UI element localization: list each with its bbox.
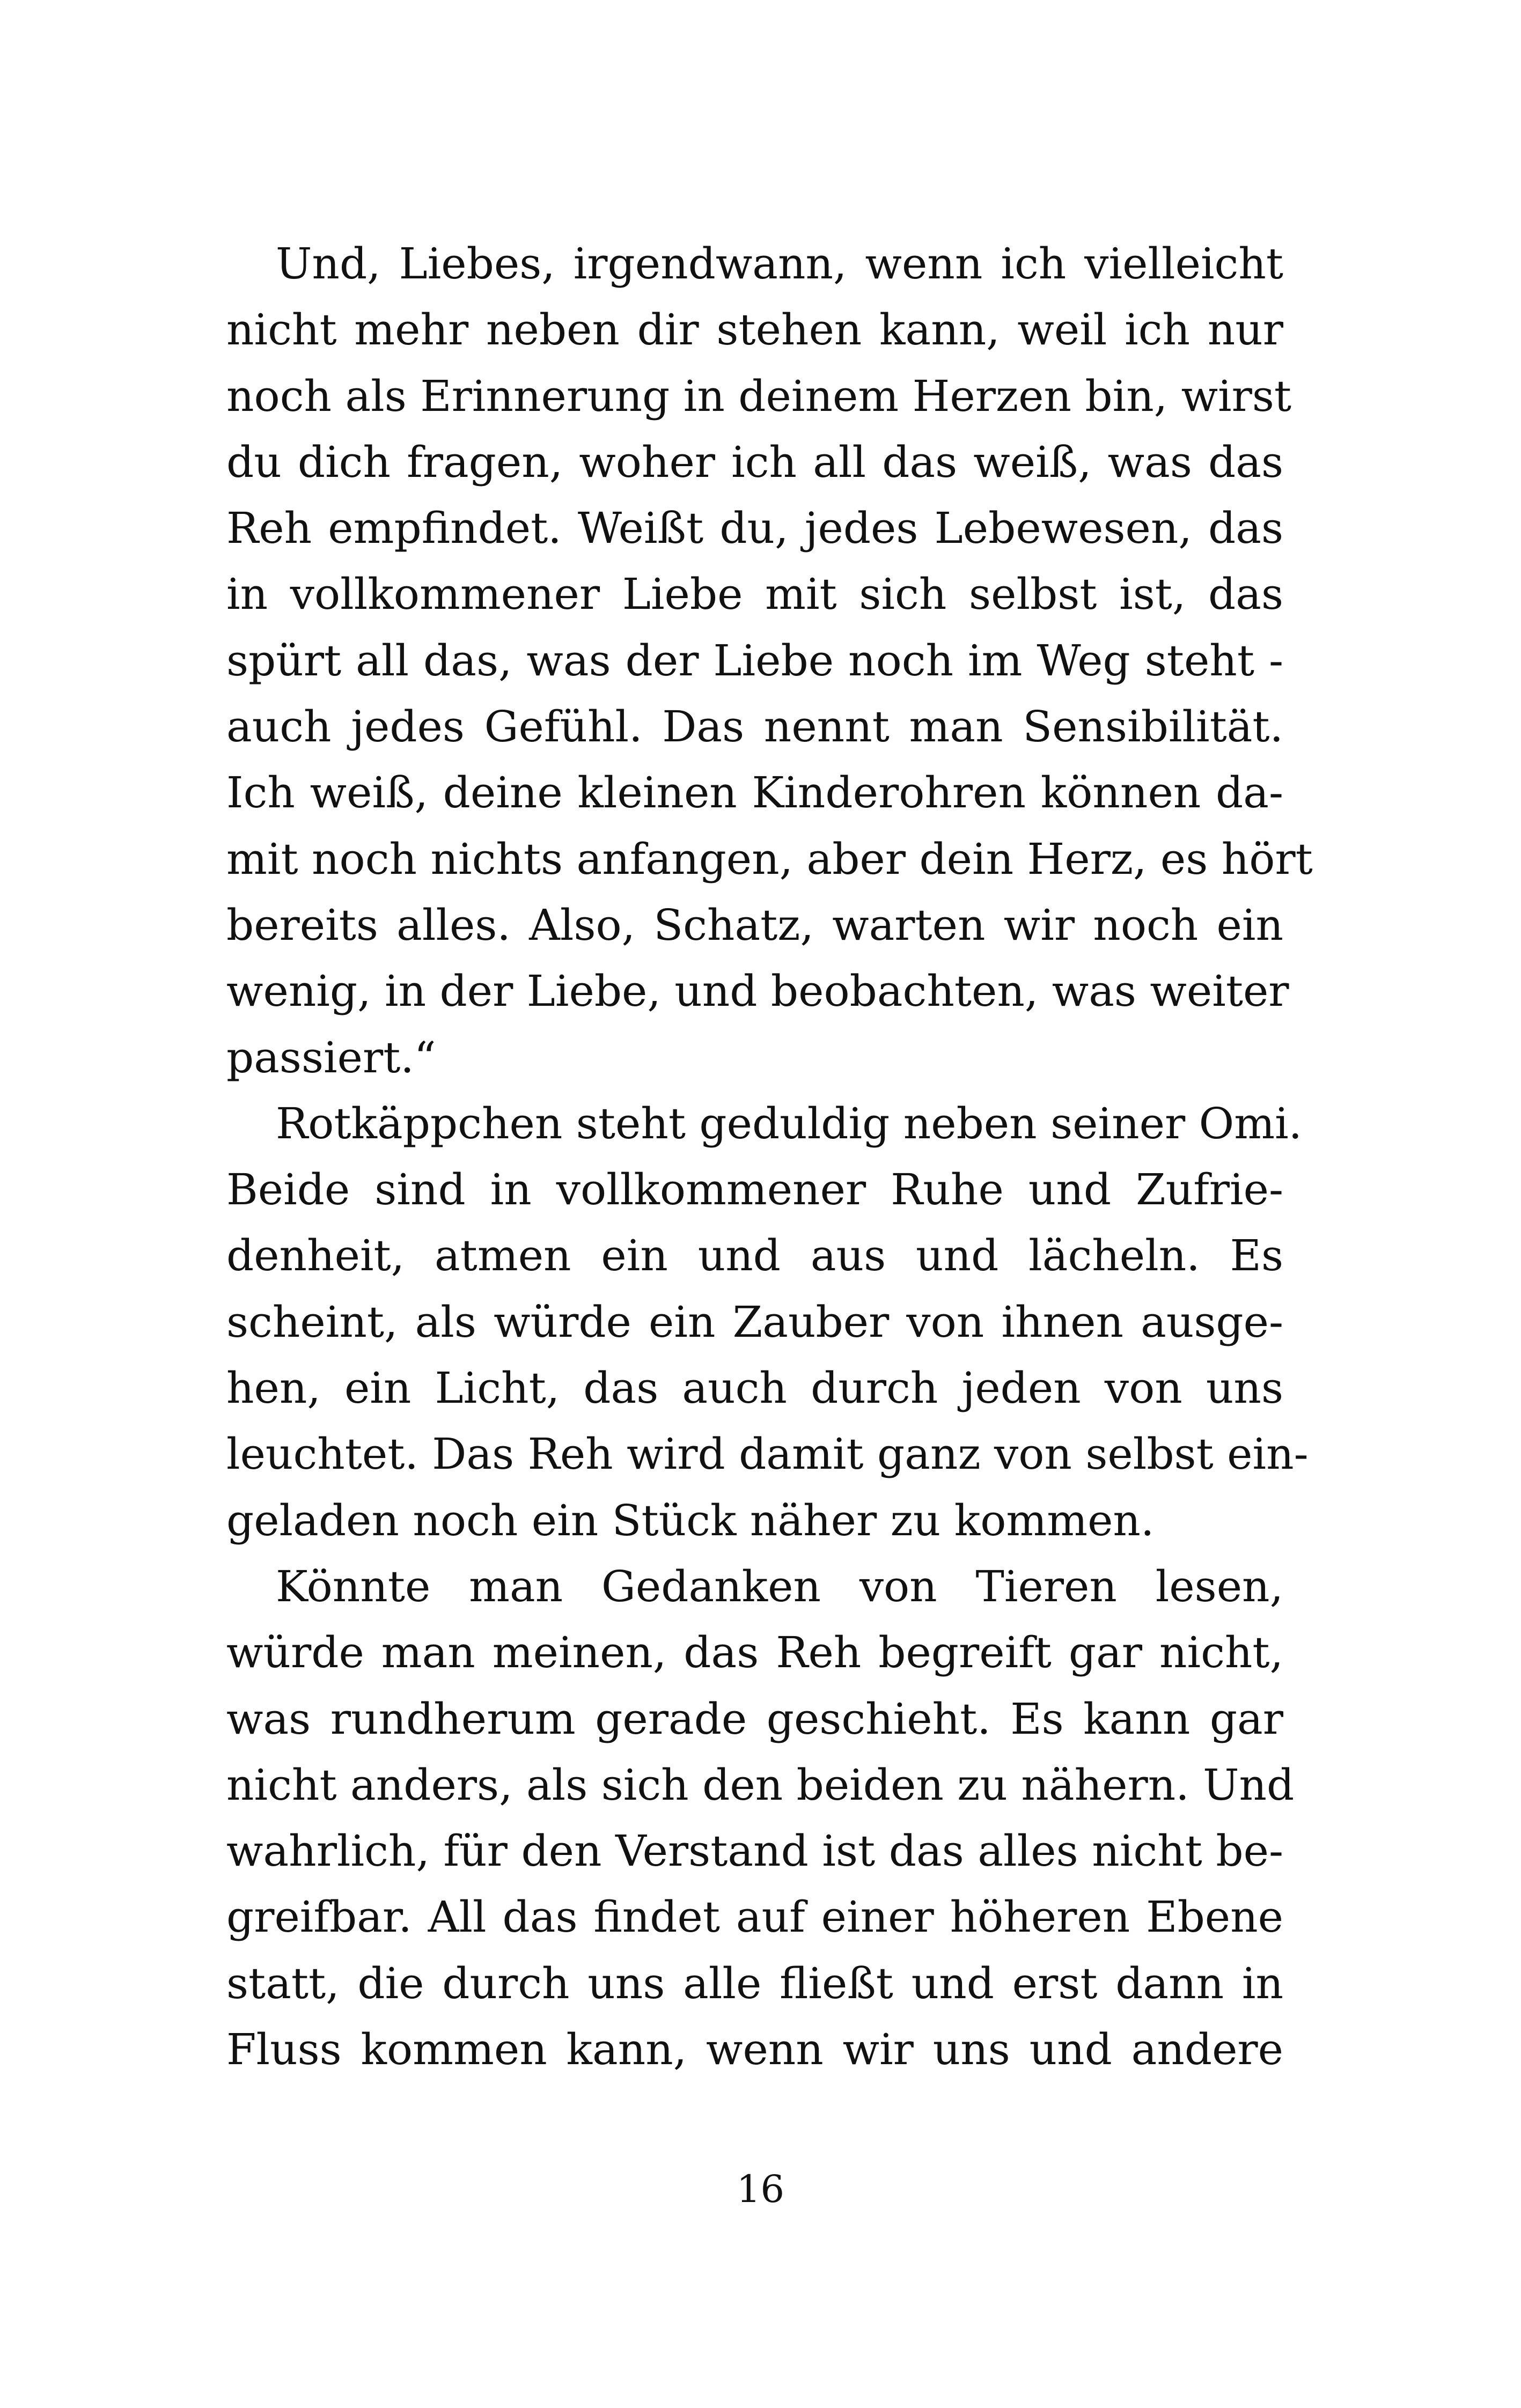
page-number: 16	[736, 2167, 785, 2211]
text-line: greifbar. All das findet auf einer höheren Ebene	[226, 1892, 1283, 1942]
text-line: würde man meinen, das Reh begreift gar nicht,	[226, 1628, 1283, 1678]
text-line: noch als Erinnerung in deinem Herzen bin, wirst	[226, 371, 1292, 421]
text-line: mit noch nichts anfangen, aber dein Herz, es hört	[226, 834, 1313, 884]
text-line: spürt all das, was der Liebe noch im Weg steht -	[226, 635, 1283, 686]
text-line: nicht mehr neben dir stehen kann, weil ich nur	[226, 305, 1283, 355]
text-line: auch jedes Gefühl. Das nennt man Sensibilität.	[226, 702, 1283, 752]
text-line: Reh empfindet. Weißt du, jedes Lebewesen, das	[226, 503, 1283, 554]
text-line: passiert.“	[226, 1032, 436, 1083]
text-line: scheint, als würde ein Zauber von ihnen ausge-	[226, 1297, 1283, 1347]
text-line: Fluss kommen kann, wenn wir uns und andere	[226, 2024, 1283, 2075]
text-line: wenig, in der Liebe, und beobachten, was weiter	[226, 966, 1289, 1017]
text-line: hen, ein Licht, das auch durch jeden von uns	[226, 1363, 1283, 1413]
text-line: statt, die durch uns alle fließt und erst dann in	[226, 1958, 1283, 2008]
text-line: Beide sind in vollkommener Ruhe und Zufrie-	[226, 1165, 1283, 1215]
body-text	[226, 231, 1313, 2082]
text-line: geladen noch ein Stück näher zu kommen.	[226, 1495, 1155, 1545]
text-line: Rotkäppchen steht geduldig neben seiner Omi.	[276, 1098, 1303, 1148]
text-line: leuchtet. Das Reh wird damit ganz von selbst ein-	[226, 1429, 1309, 1479]
text-line: wahrlich, für den Verstand ist das alles nicht be-	[226, 1826, 1283, 1876]
text-line: du dich fragen, woher ich all das weiß, was das	[226, 437, 1283, 487]
text-line: denheit, atmen ein und aus und lächeln. Es	[226, 1231, 1283, 1281]
text-line: Und, Liebes, irgendwann, wenn ich vielleicht	[276, 239, 1283, 289]
text-line: was rundherum gerade geschieht. Es kann gar	[226, 1693, 1283, 1744]
text-line: Könnte man Gedanken von Tieren lesen,	[276, 1561, 1283, 1611]
text-line: Ich weiß, deine kleinen Kinderohren können da-	[226, 768, 1283, 818]
text-line: nicht anders, als sich den beiden zu nähern. Und	[226, 1759, 1295, 1810]
text-line: bereits alles. Also, Schatz, warten wir noch ein	[226, 900, 1283, 950]
text-line: in vollkommener Liebe mit sich selbst ist, das	[226, 569, 1283, 620]
